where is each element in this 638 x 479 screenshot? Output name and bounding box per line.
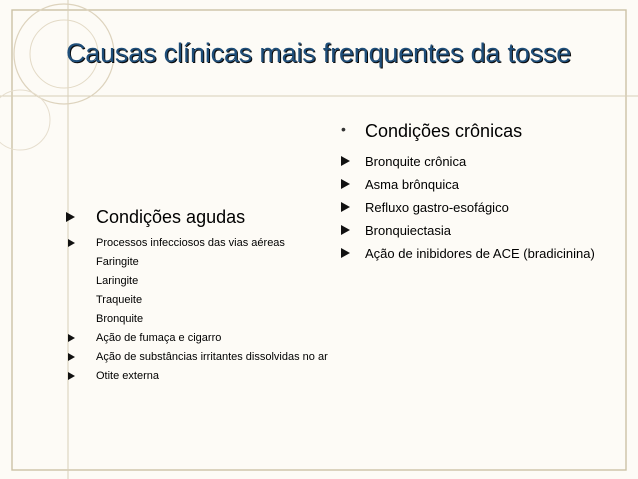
list-item-label: Asma brônquica <box>365 177 459 192</box>
arrow-bullet-icon <box>341 156 350 166</box>
page-title: Causas clínicas mais frenquentes da tosse <box>66 38 572 68</box>
chronic-heading <box>339 118 629 144</box>
arrow-bullet-icon <box>68 239 75 247</box>
acute-heading-label: Condições agudas <box>96 207 246 227</box>
acute-conditions <box>66 204 386 386</box>
arrow-bullet-icon <box>68 334 75 342</box>
list-item <box>66 348 386 367</box>
list-item <box>66 253 386 272</box>
bullet-dot-icon: • <box>341 121 346 137</box>
list-item-label: Bronquite <box>96 313 144 325</box>
arrow-bullet-icon <box>341 179 350 189</box>
list-item <box>66 291 386 310</box>
list-item-label: Laringite <box>96 275 139 287</box>
arrow-bullet-icon <box>68 372 75 380</box>
arrow-bullet-icon <box>68 353 75 361</box>
list-item-label: Processos infecciosos das vias aéreas <box>96 237 285 249</box>
list-item-label: Ação de inibidores de ACE (bradicinina) <box>365 246 595 261</box>
list-item-label: Ação de fumaça e cigarro <box>96 332 222 344</box>
list-item <box>339 150 629 173</box>
arrow-bullet-icon <box>66 212 75 222</box>
list-item-label: Otite externa <box>96 370 159 382</box>
list-item <box>66 329 386 348</box>
acute-list <box>66 234 386 386</box>
list-item <box>339 173 629 196</box>
list-item <box>66 234 386 253</box>
chronic-heading-label: Condições crônicas <box>365 121 523 141</box>
list-item-label: Traqueite <box>96 294 143 306</box>
acute-heading <box>66 204 386 230</box>
list-item-label: Ação de substâncias irritantes dissolvidas no ar <box>96 351 328 363</box>
list-item-label: Bronquiectasia <box>365 223 451 238</box>
list-item <box>66 272 386 291</box>
list-item <box>66 367 386 386</box>
list-item <box>66 310 386 329</box>
list-item-label: Refluxo gastro-esofágico <box>365 200 509 215</box>
list-item-label: Faringite <box>96 256 139 268</box>
list-item-label: Bronquite crônica <box>365 154 467 169</box>
